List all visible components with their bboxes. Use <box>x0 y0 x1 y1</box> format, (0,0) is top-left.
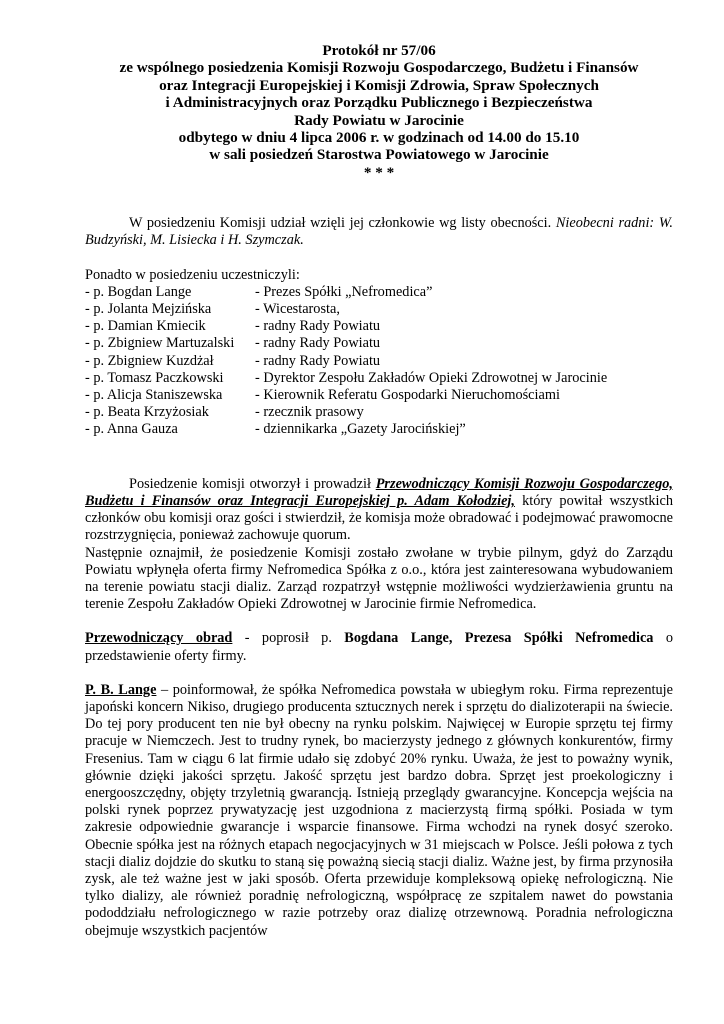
chair-request-paragraph <box>85 630 673 664</box>
participant-row <box>85 318 673 335</box>
opening-paragraph <box>85 476 673 545</box>
absent-members: Nieobecni radni: W. Budzyński, M. Lisiecka i H. Szymczak. <box>85 215 673 249</box>
participant-row <box>85 301 673 318</box>
header-separator: * * * <box>363 163 395 181</box>
participant-role: - dziennikarka „Gazety Jarocińskiej” <box>255 421 466 438</box>
participant-role: - Kierownik Referatu Gospodarki Nieruchomościami <box>255 387 560 404</box>
chairman-name: Przewodniczący Komisji Rozwoju Gospodarczego, Budżetu i Finansów oraz Integracji Europejskiej p. Adam Kołodziej, <box>85 475 673 509</box>
participant-row <box>85 353 673 370</box>
participant-name: - p. Zbigniew Martuzalski <box>85 335 235 352</box>
participant-row <box>85 421 673 438</box>
participant-row <box>85 370 673 387</box>
participant-name: - p. Alicja Staniszewska <box>85 387 223 404</box>
participant-row <box>85 284 673 301</box>
opening-post: który powitał wszystkich członków obu komisji oraz gości i stwierdził, że komisja może obradować i podejmować prawomocne rozstrzygnięcia, ponieważ zachowuje quorum. <box>85 492 673 544</box>
header-line: odbytego w dniu 4 lipca 2006 r. w godzinach od 14.00 do 15.10 <box>178 129 580 147</box>
header-line: ze wspólnego posiedzenia Komisji Rozwoju Gospodarczego, Budżetu i Finansów <box>119 59 639 77</box>
chair-label: Przewodniczący obrad <box>85 630 233 647</box>
chair-request-text: - poprosił p. <box>244 630 332 647</box>
participant-role: - Dyrektor Zespołu Zakładów Opieki Zdrowotnej w Jarocinie <box>255 369 608 386</box>
lange-statement: – poinformował, że spółka Nefromedica powstała w ubiegłym roku. Firma reprezentuje japoński koncern Nikiso, drugiego producenta sztucznych nerek i sprzętu do dializoterapii na świecie. Do tej pory producent ten nie był obecny na rynku polskim. Najwięcej w Europie sprzętu tej firmy pracuje w Niemczech. Jest to trudny rynek, bo macierzysty jednego z głównych konkurentów, firmy Fresenius. Tam w ciągu 6 lat firmie udało się zdobyć 20% rynku. Uważa, że jest to poważny wynik, głównie dzięki jakości sprzętu. Jakość sprzętu jest bardzo dobra. Sprzęt jest proekologiczny i energooszczędny, objęty trzyletnią gwarancją. Istnieją przeglądy gwarancyjne. Koncepcja wejścia na polski rynek poprzez prywatyzację jest uzgodniona z macierzystą firmą spółki. Posiada w tym zakresie odpowiednie gwarancje i wsparcie finansowe. Firma wchodzi na rynek dosyć szeroko. Obecnie spółka jest na różnych etapach negocjacyjnych w 31 miejscach w Polsce. Jeśli połowa z tych stacji dializ dojdzie do skutku to staną się poważną siecią stacji dializ. Ważne jest, by firma przynosiła zysk, ale też ważne jest w jaki sposób. Oferta przewiduje kompleksową opiekę nefrologiczną. Nie tylko dializy, ale również poradnię nefrologiczną, współpracę ze szpitalem nawet do powstania pododdziału nefrologicznego w razie potrzeby oraz dializę otrzewnową. Poradnia nefrologiczna obejmuje wszystkich pacjentów <box>85 681 673 939</box>
participant-role: - rzecznik prasowy <box>255 404 364 421</box>
participant-name: - p. Zbigniew Kuzdżał <box>85 352 214 369</box>
header-line: w sali posiedzeń Starostwa Powiatowego w Jarocinie <box>209 146 549 164</box>
participant-row <box>85 404 673 421</box>
participant-row <box>85 387 673 404</box>
attendance-text: W posiedzeniu Komisji udział wzięli jej członkowie wg listy obecności. <box>129 215 552 232</box>
document-header <box>85 42 673 181</box>
participant-name: - p. Anna Gauza <box>85 421 178 438</box>
participant-name: - p. Tomasz Paczkowski <box>85 369 224 386</box>
participant-name: - p. Beata Krzyżosiak <box>85 404 209 421</box>
opening-paragraph-2: Następnie oznajmił, że posiedzenie Komisji zostało zwołane w trybie pilnym, gdyż do Zarządu Powiatu wpłynęła oferta firmy Nefromedica Spółka z o.o., która jest zainteresowana wybudowaniem na terenie powiatu stacji dializ. Zarząd rozpatrzył wstępnie możliwości wydzierżawienia gruntu na terenie Zespołu Zakładów Opieki Zdrowotnej w Jarocinie firmie Nefromedica. <box>85 544 673 613</box>
header-line: Rady Powiatu w Jarocinie <box>294 111 464 129</box>
participants-list <box>85 284 673 439</box>
speaker-name: Bogdana Lange, Prezesa Spółki Nefromedica <box>344 630 654 647</box>
protocol-number: Protokół nr 57/06 <box>322 42 436 59</box>
participant-role: - Prezes Spółki „Nefromedica” <box>255 283 433 300</box>
header-line: oraz Integracji Europejskiej i Komisji Zdrowia, Spraw Społecznych <box>159 76 599 94</box>
participant-name: - p. Bogdan Lange <box>85 283 192 300</box>
participant-row <box>85 335 673 352</box>
participants-intro: Ponadto w posiedzeniu uczestniczyli: <box>85 266 300 283</box>
participant-role: - radny Rady Powiatu <box>255 335 381 352</box>
opening-pre: Posiedzenie komisji otworzył i prowadził <box>129 475 371 492</box>
lange-paragraph <box>85 682 673 940</box>
participant-name: - p. Jolanta Mejzińska <box>85 301 212 318</box>
speaker-label: P. B. Lange <box>85 681 157 698</box>
chair-request-text-2: o przedstawienie oferty firmy. <box>85 630 673 664</box>
participant-role: - radny Rady Powiatu <box>255 318 381 335</box>
attendance-paragraph <box>85 215 673 249</box>
participant-role: - Wicestarosta, <box>255 301 340 318</box>
document-page <box>85 42 673 940</box>
participant-role: - radny Rady Powiatu <box>255 352 381 369</box>
header-line: i Administracyjnych oraz Porządku Publicznego i Bezpieczeństwa <box>165 94 593 112</box>
participant-name: - p. Damian Kmiecik <box>85 318 206 335</box>
